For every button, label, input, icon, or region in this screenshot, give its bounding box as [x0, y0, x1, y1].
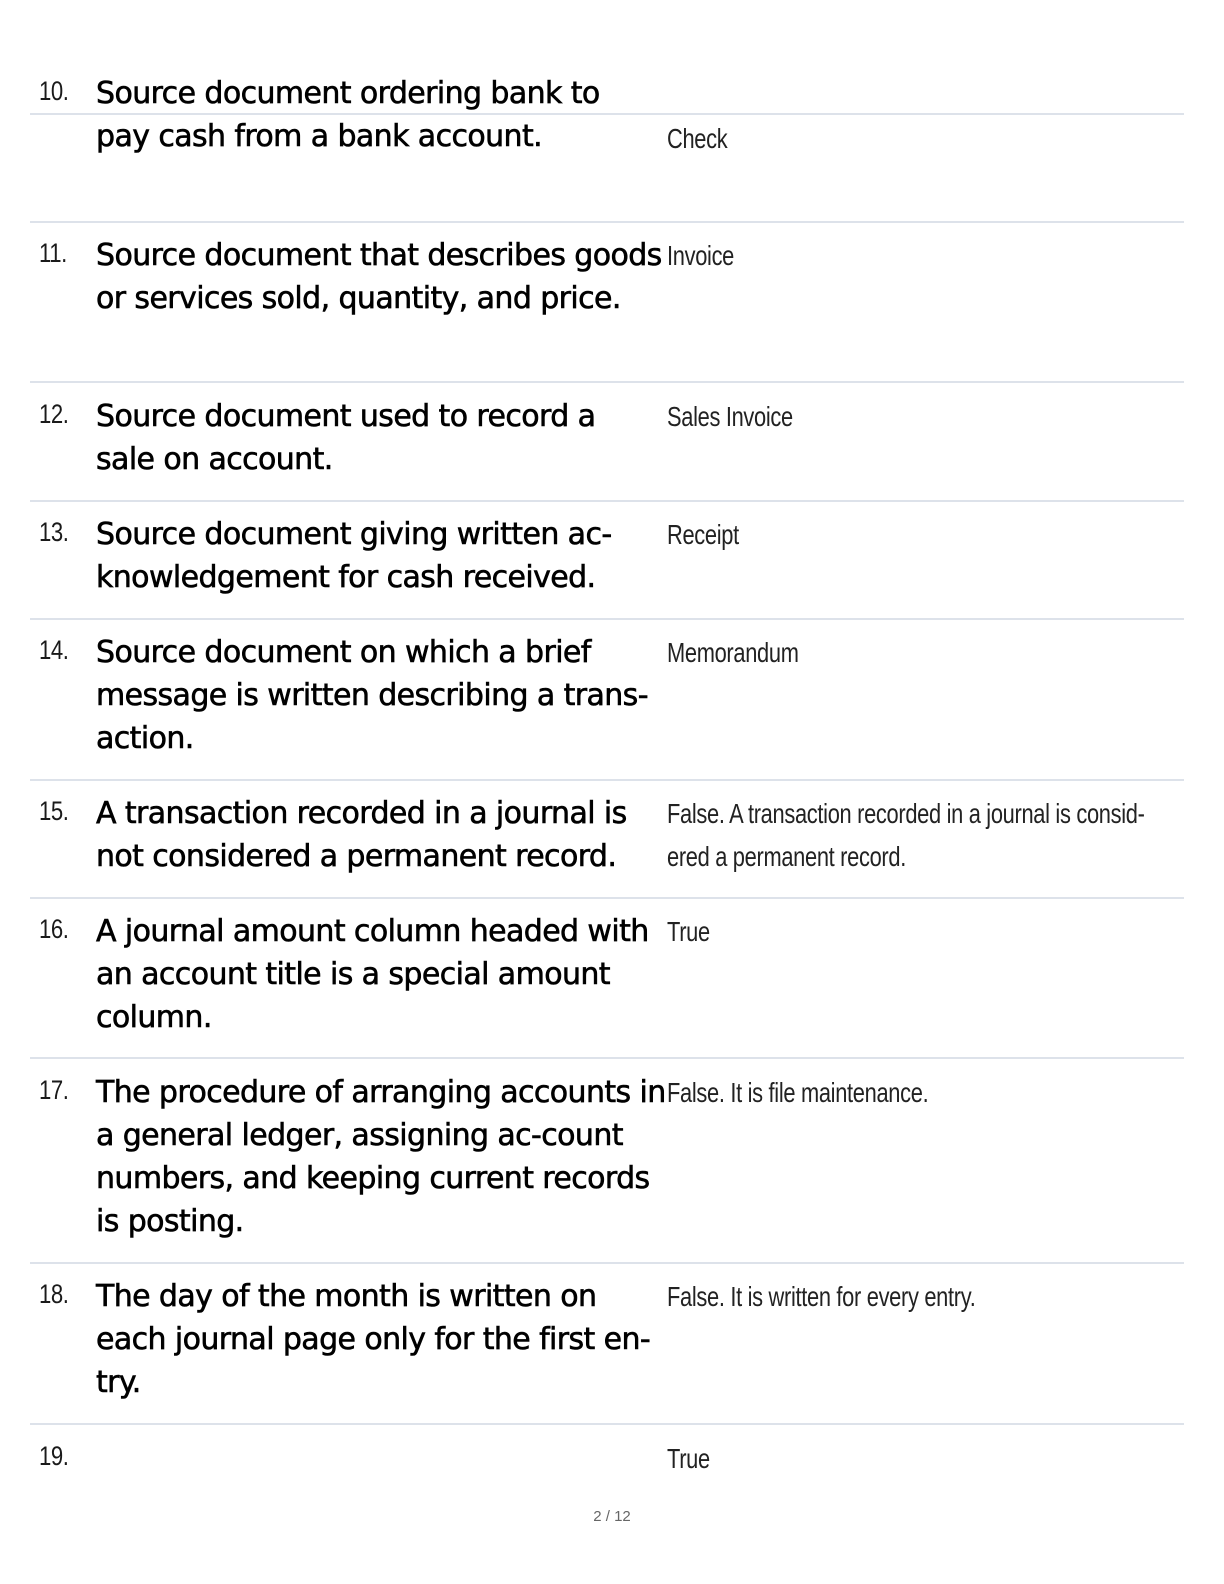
card-number: 19. — [39, 1441, 69, 1471]
card-term: Source document that describes goods or services sold, quantity, and price. — [96, 238, 662, 316]
flashcard-list — [30, 0, 1184, 1584]
card-definition: Memorandum — [667, 637, 799, 668]
card-number: 12. — [39, 399, 69, 429]
card-definition: True — [667, 1443, 710, 1474]
card-definition: Sales Invoice — [667, 401, 793, 432]
card-definition: False. It is written for every entry. — [667, 1281, 976, 1312]
page-indicator: 2 / 12 — [593, 1508, 631, 1525]
card-number: 11. — [39, 238, 67, 268]
card-term: Source document giving written ac-knowledgement for cash received. — [96, 517, 612, 595]
card-term: Source document ordering bank to pay cash from a bank account. — [96, 76, 600, 154]
card-number: 15. — [39, 796, 69, 826]
card-term: A transaction recorded in a journal is not considered a permanent record. — [96, 796, 627, 874]
card-definition: Receipt — [667, 519, 739, 550]
card-number: 10. — [39, 76, 69, 106]
card-term: Source document used to record a sale on account. — [96, 399, 596, 477]
card-term: The procedure of arranging accounts in a general ledger, assigning ac-count numbers, and keeping current records is posting. — [96, 1075, 666, 1239]
card-term: A journal amount column headed with an account title is a special amount column. — [96, 914, 649, 1035]
card-term: The day of the month is written on each journal page only for the first en-try. — [96, 1279, 651, 1400]
card-definition: True — [667, 916, 710, 947]
card-definition: False. A transaction recorded in a journal is consid-ered a permanent record. — [667, 798, 1145, 872]
card-definition: False. It is file maintenance. — [667, 1077, 929, 1108]
card-number: 17. — [39, 1075, 69, 1105]
card-number: 18. — [39, 1279, 69, 1309]
card-number: 14. — [39, 635, 69, 665]
card-number: 16. — [39, 914, 69, 944]
card-definition: Check — [667, 123, 728, 154]
card-term: Source document on which a brief message is written describing a trans-action. — [96, 635, 648, 756]
card-definition: Invoice — [667, 240, 735, 271]
card-number: 13. — [39, 517, 69, 547]
